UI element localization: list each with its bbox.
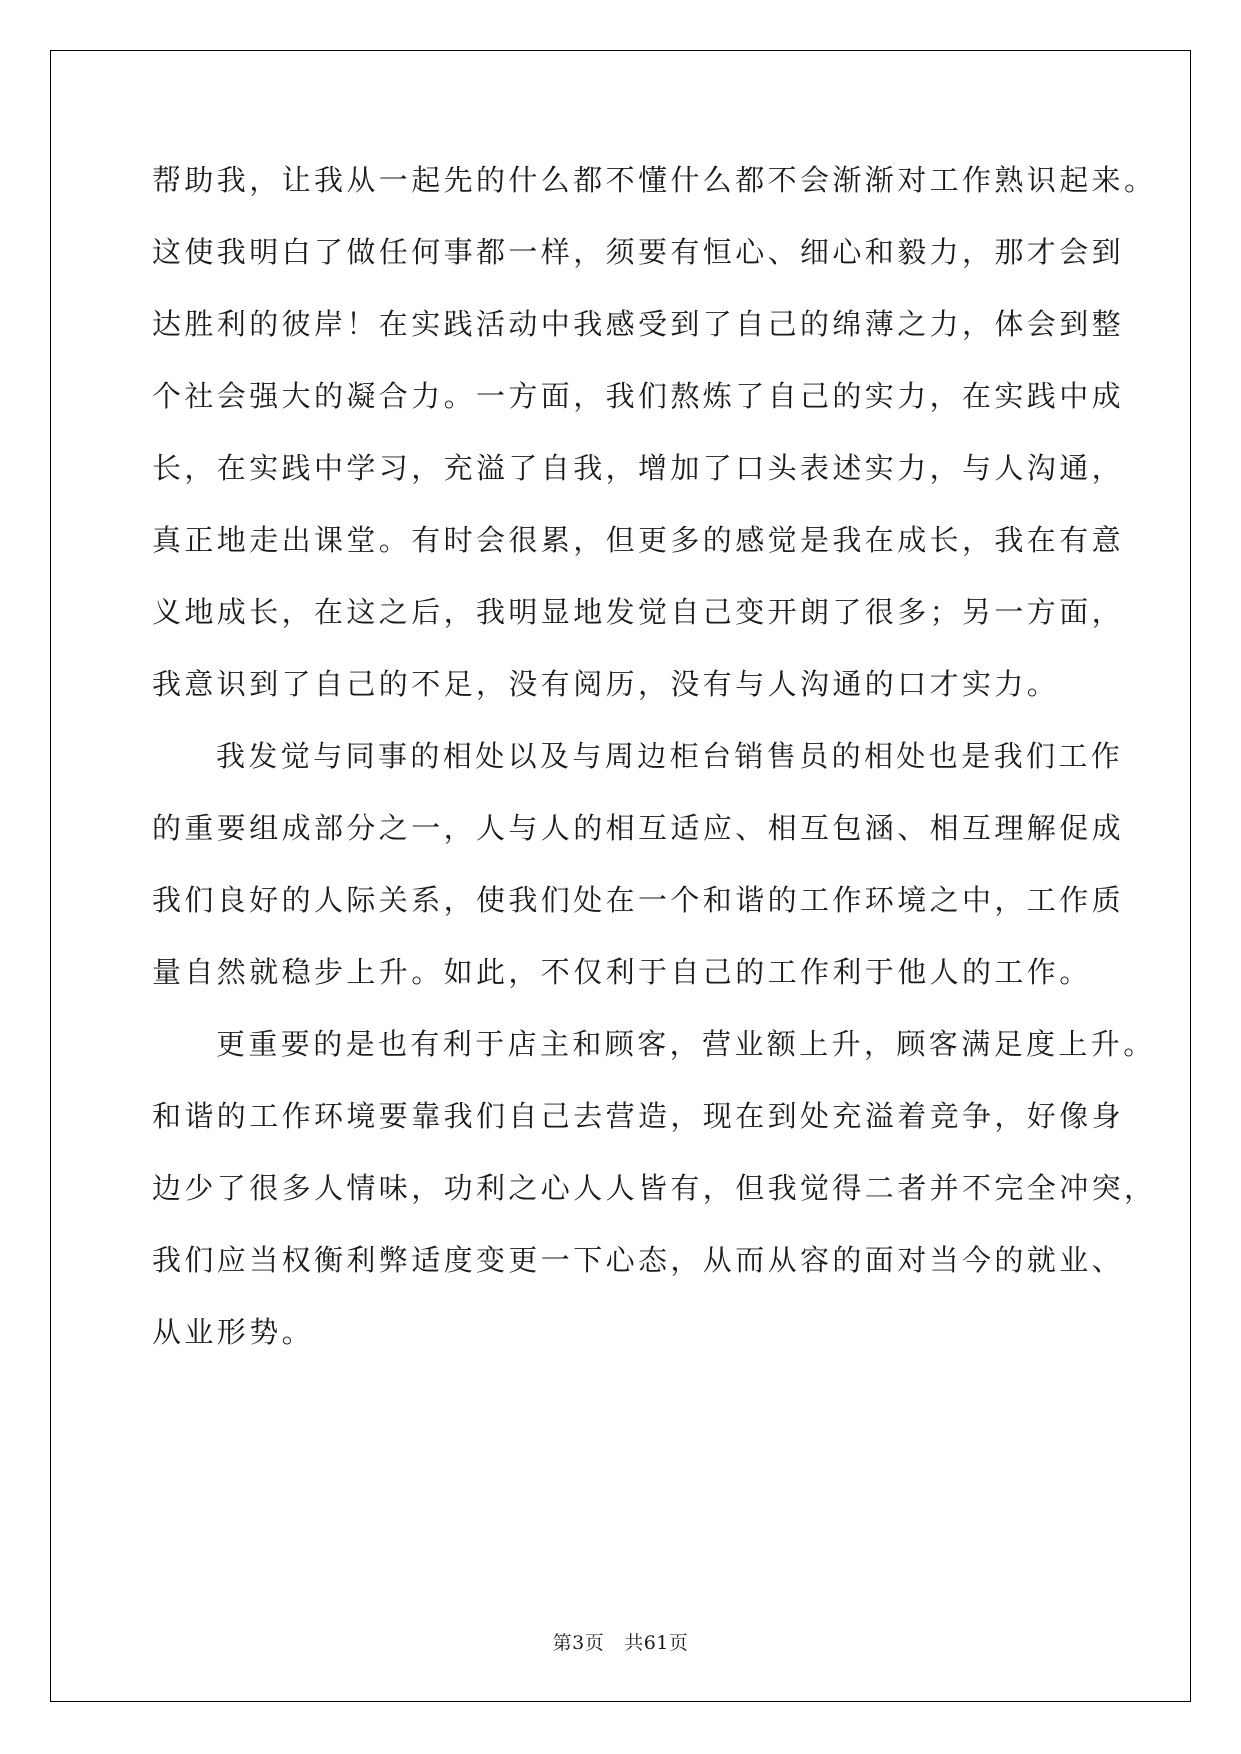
page-total: 共61页 — [624, 1632, 689, 1654]
text-line: 的重要组成部分之一，人与人的相互适应、相互包涵、相互理解促成 — [152, 811, 1125, 845]
text-line: 达胜利的彼岸！在实践活动中我感受到了自己的绵薄之力，体会到整 — [152, 307, 1125, 341]
text-line: 真正地走出课堂。有时会很累，但更多的感觉是我在成长，我在有意 — [152, 523, 1125, 557]
text-line: 长，在实践中学习，充溢了自我，增加了口头表述实力，与人沟通， — [152, 451, 1125, 485]
paragraph-start-line: 我发觉与同事的相处以及与周边柜台销售员的相处也是我们工作 — [216, 739, 1124, 773]
text-line: 个社会强大的凝合力。一方面，我们熬炼了自己的实力，在实践中成 — [152, 379, 1125, 413]
text-line: 义地成长，在这之后，我明显地发觉自己变开朗了很多；另一方面， — [152, 595, 1125, 629]
text-line: 我们应当权衡利弊适度变更一下心态，从而从容的面对当今的就业、 — [152, 1243, 1125, 1277]
text-line: 量自然就稳步上升。如此，不仅利于自己的工作利于他人的工作。 — [152, 955, 1092, 989]
text-line: 边少了很多人情味，功利之心人人皆有，但我觉得二者并不完全冲突， — [152, 1171, 1157, 1205]
page-footer — [0, 1628, 1241, 1655]
text-line: 从业形势。 — [152, 1315, 315, 1349]
page-border — [50, 50, 1191, 1702]
text-line: 和谐的工作环境要靠我们自己去营造，现在到处充溢着竞争，好像身 — [152, 1099, 1125, 1133]
text-line: 这使我明白了做任何事都一样，须要有恒心、细心和毅力，那才会到 — [152, 235, 1125, 269]
page-number: 第3页 — [552, 1632, 605, 1654]
text-line: 我们良好的人际关系，使我们处在一个和谐的工作环境之中，工作质 — [152, 883, 1125, 917]
text-line: 帮助我，让我从一起先的什么都不懂什么都不会渐渐对工作熟识起来。 — [152, 163, 1157, 197]
text-line: 我意识到了自己的不足，没有阅历，没有与人沟通的口才实力。 — [152, 667, 1060, 701]
paragraph-start-line: 更重要的是也有利于店主和顾客，营业额上升，顾客满足度上升。 — [216, 1027, 1156, 1061]
